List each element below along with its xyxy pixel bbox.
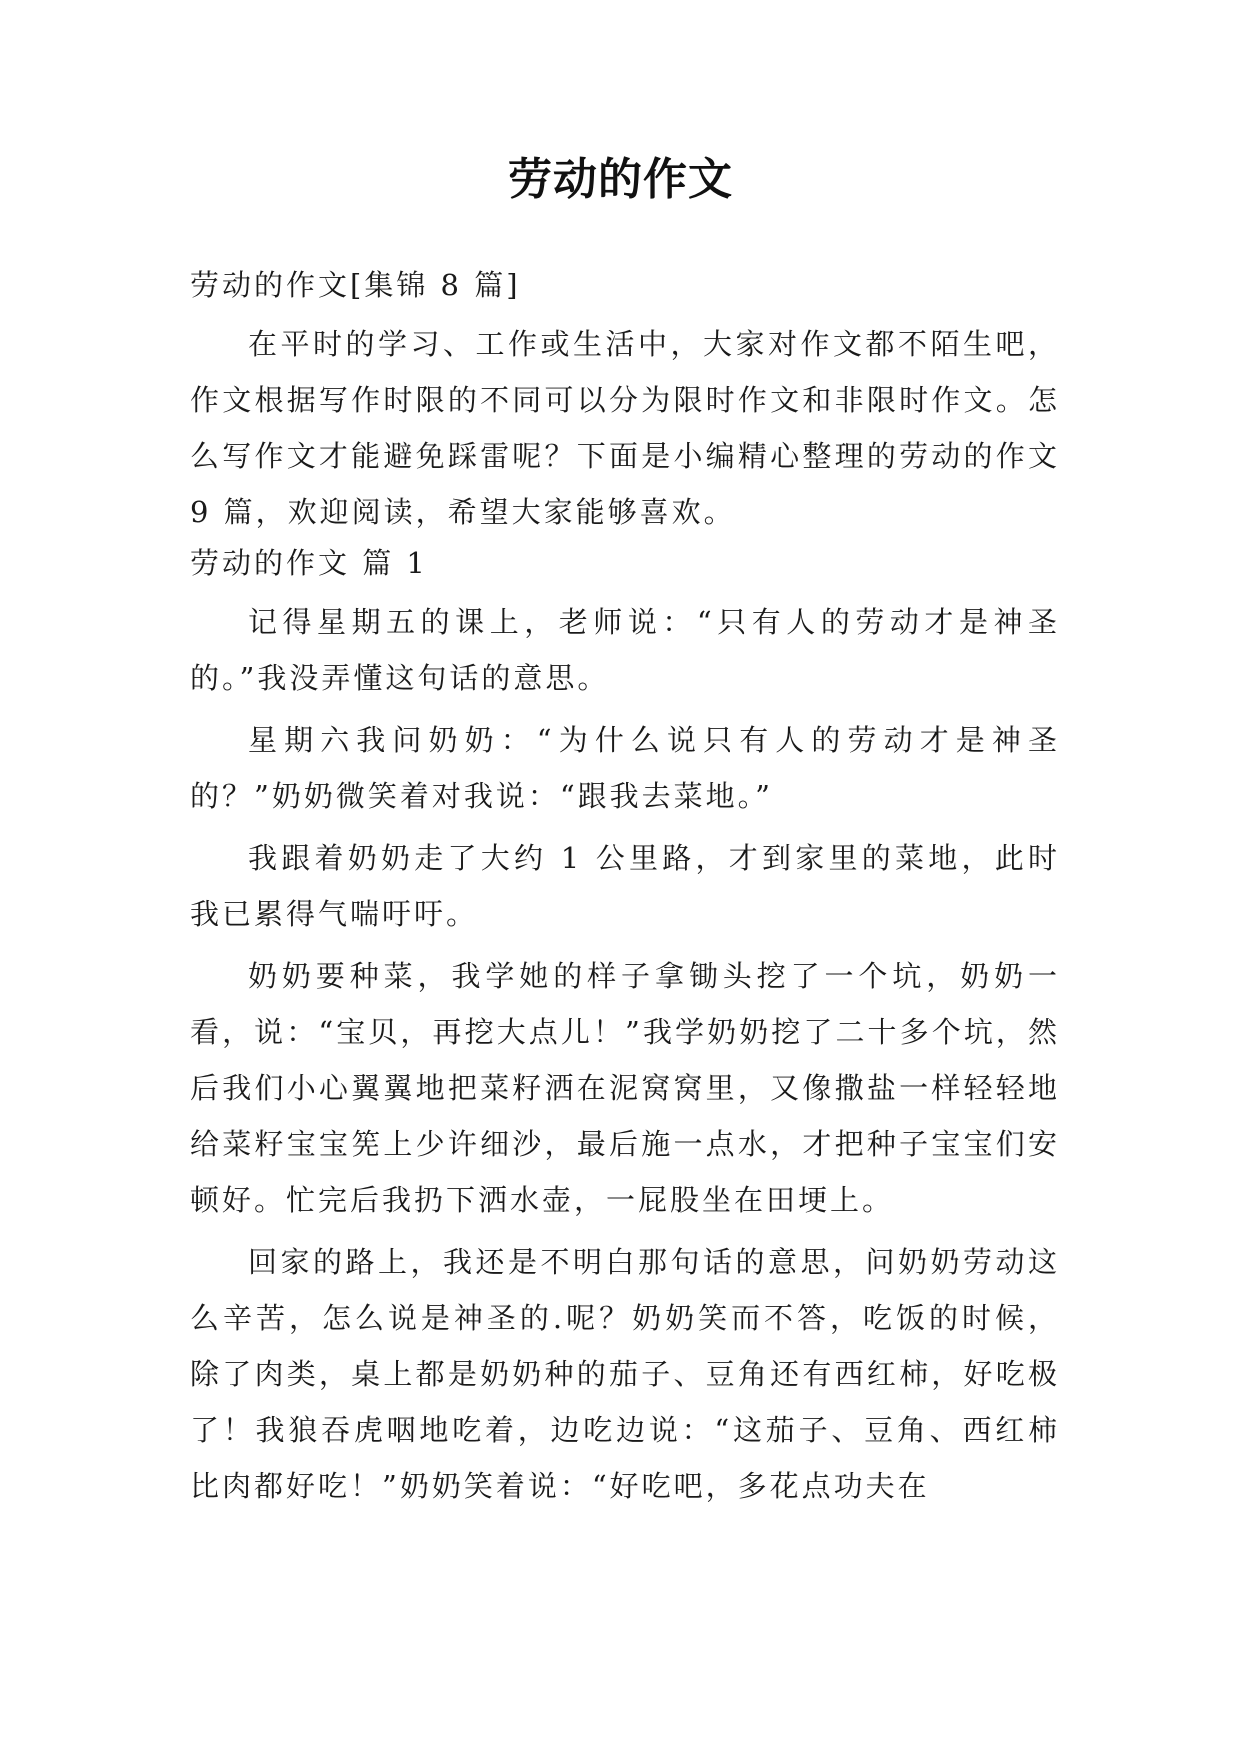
body-paragraph: 回家的路上，我还是不明白那句话的意思，问奶奶劳动这么辛苦，怎么说是神圣的.呢？奶奶笑而不答，吃饭的时候，除了肉类，桌上都是奶奶种的茄子、豆角还有西红柿，好吃极了！我狼吞虎咽地吃着，边吃边说：“这茄子、豆角、西红柿比肉都好吃！”奶奶笑着说：“好吃吧，多花点功夫在: [190, 1245, 1060, 1503]
document-subtitle: 劳动的作文[集锦 8 篇]: [190, 268, 521, 302]
body-paragraph: 我跟着奶奶走了大约 1 公里路，才到家里的菜地，此时我已累得气喘吁吁。: [190, 841, 1060, 931]
document-title: 劳动的作文: [508, 154, 733, 205]
body-paragraph: 记得星期五的课上，老师说：“只有人的劳动才是神圣的。”我没弄懂这句话的意思。: [190, 605, 1060, 695]
body-paragraph: 星期六我问奶奶：“为什么说只有人的劳动才是神圣的？”奶奶微笑着对我说：“跟我去菜地。”: [190, 723, 1060, 813]
body-paragraph: 奶奶要种菜，我学她的样子拿锄头挖了一个坑，奶奶一看，说：“宝贝，再挖大点儿！”我学奶奶挖了二十多个坑，然后我们小心翼翼地把菜籽洒在泥窝窝里，又像撒盐一样轻轻地给菜籽宝宝筅上少许细沙，最后施一点水，才把种子宝宝们安顿好。忙完后我扔下洒水壶，一屁股坐在田埂上。: [190, 959, 1060, 1217]
intro-paragraph: 在平时的学习、工作或生活中，大家对作文都不陌生吧，作文根据写作时限的不同可以分为限时作文和非限时作文。怎么写作文才能避免踩雷呢？下面是小编精心整理的劳动的作文 9 篇，欢迎阅读，希望大家能够喜欢。: [190, 327, 1060, 529]
document-body: [190, 260, 1060, 1514]
section-heading: 劳动的作文 篇 1: [190, 546, 428, 580]
